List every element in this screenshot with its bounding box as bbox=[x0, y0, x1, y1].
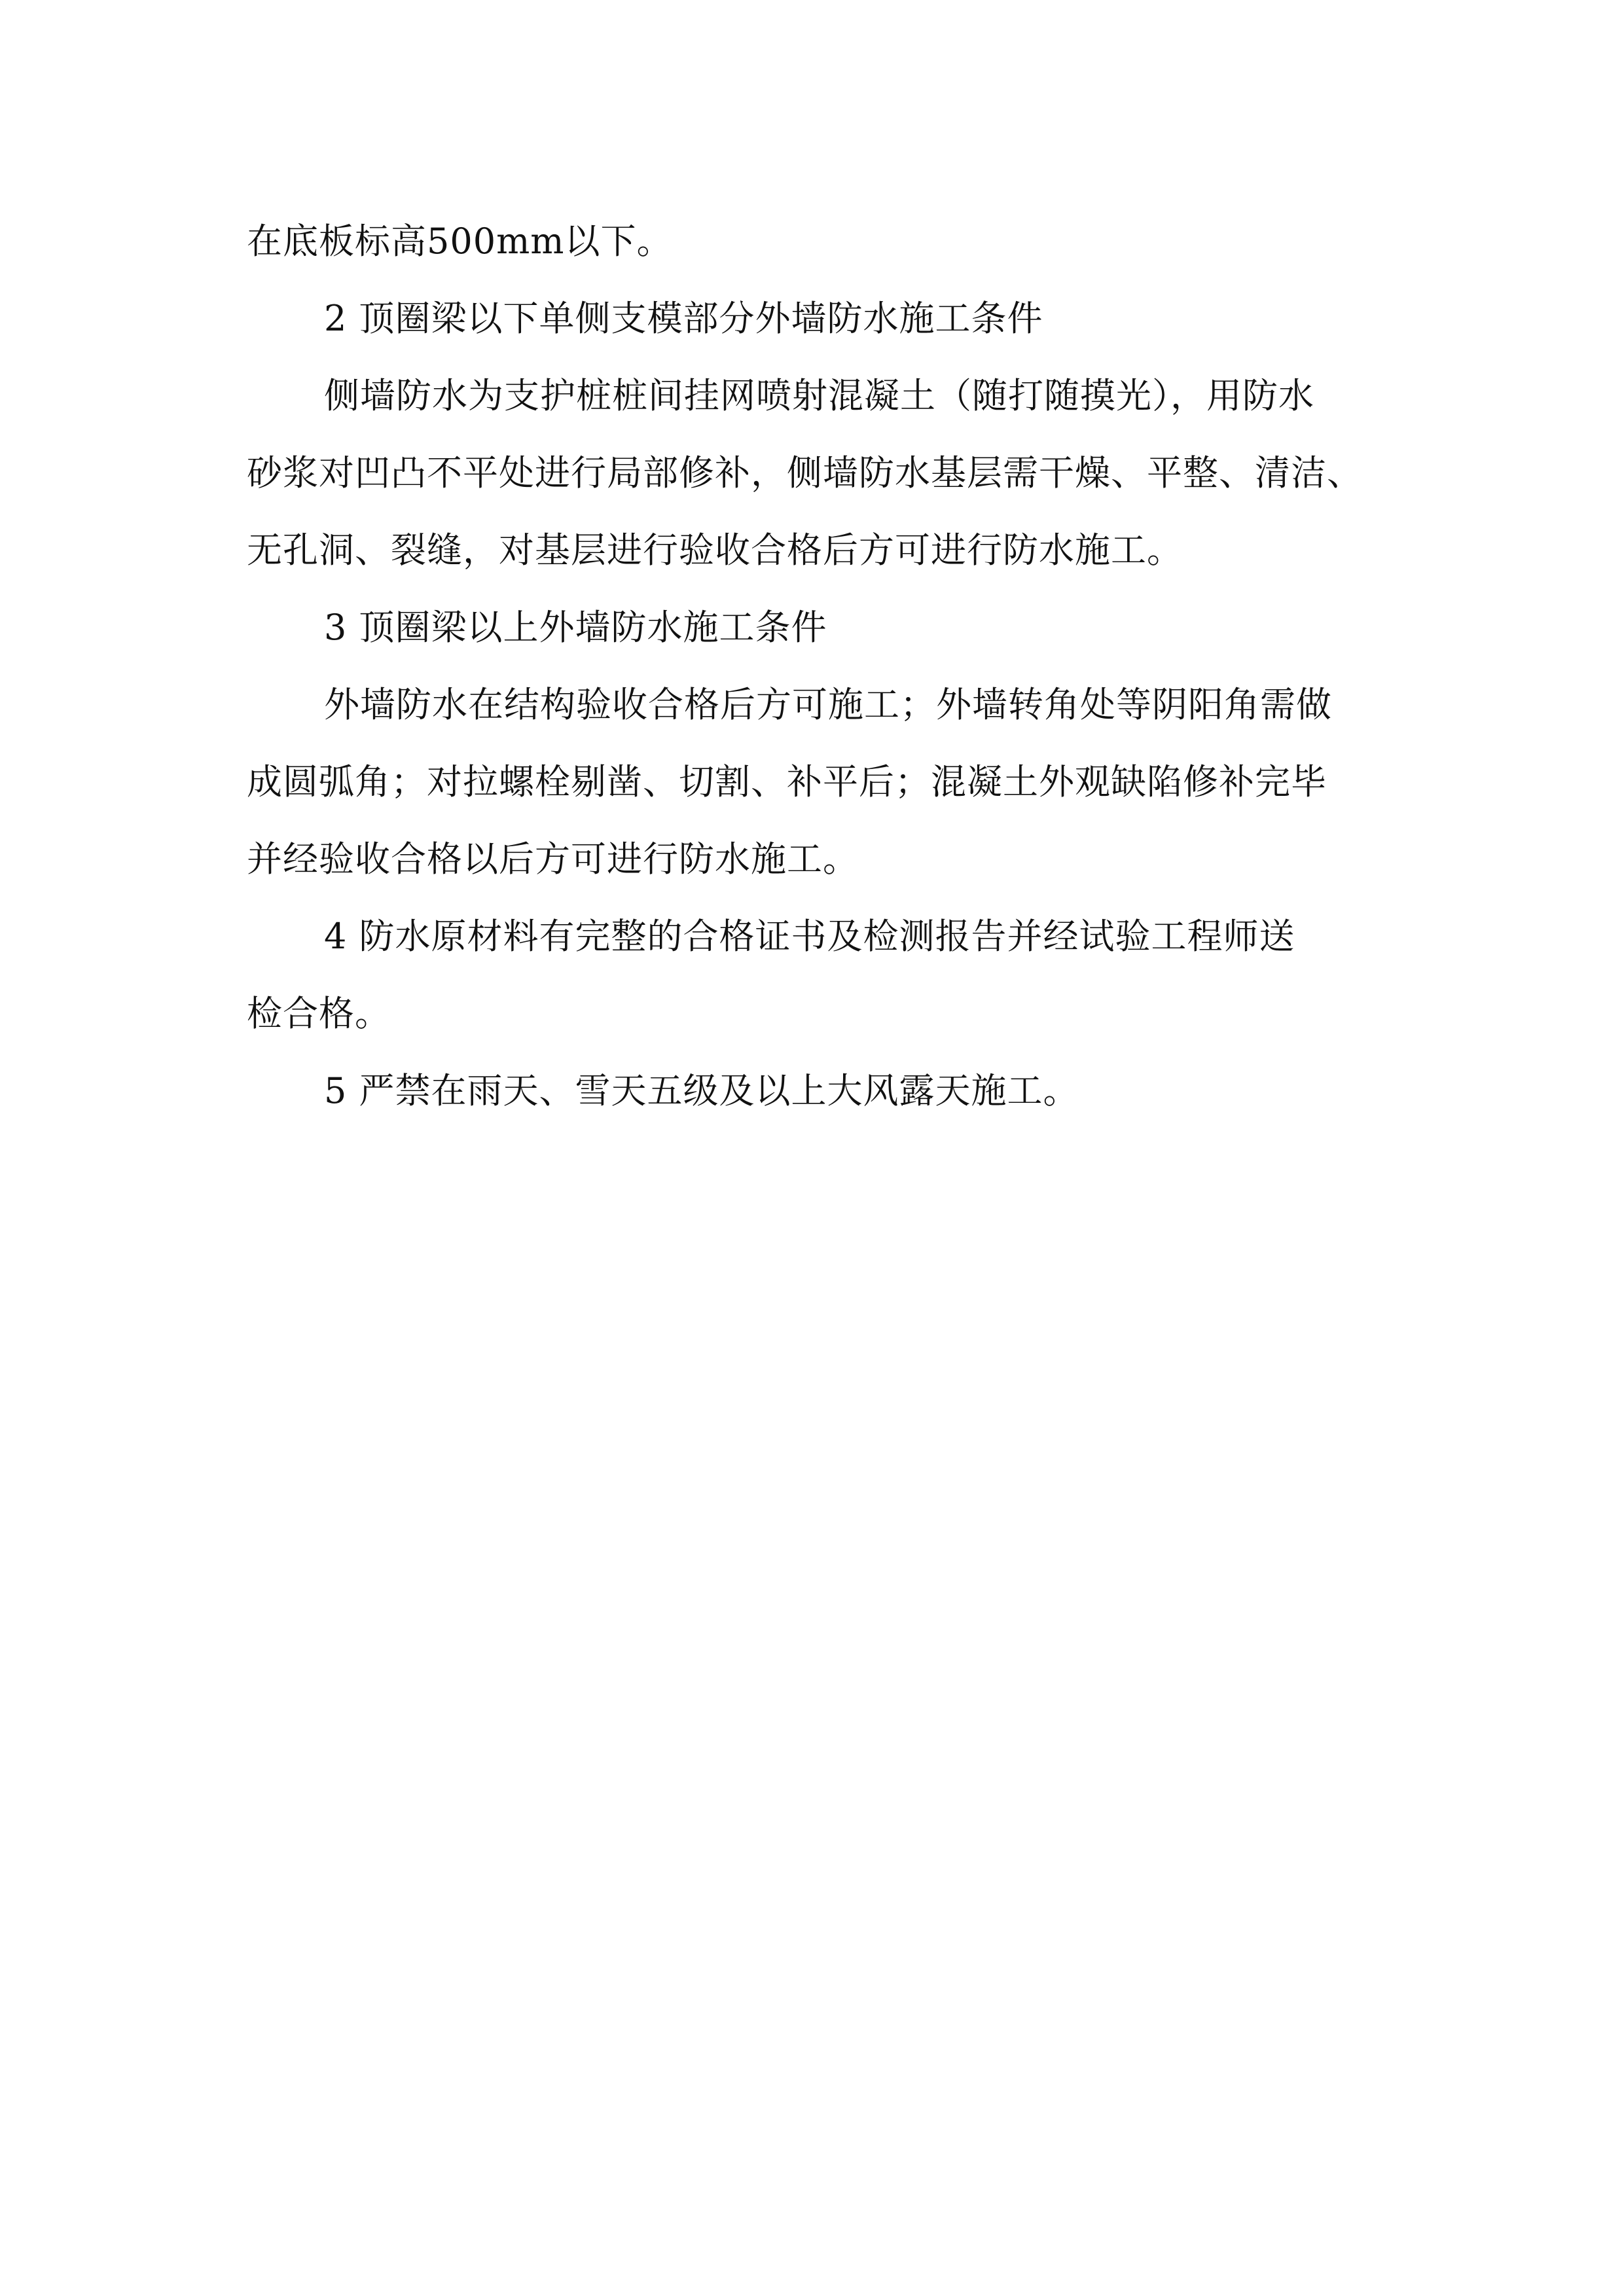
section-heading-3: 3 顶圈梁以上外墙防水施工条件 bbox=[324, 607, 827, 648]
list-item-5: 5 严禁在雨天、雪天五级及以上大风露天施工。 bbox=[324, 1070, 1079, 1111]
document-body bbox=[247, 203, 1386, 1130]
text-line-continuation: 在底板标高500mm以下。 bbox=[247, 221, 673, 262]
paragraph-line: 砂浆对凹凸不平处进行局部修补，侧墙防水基层需干燥、平整、清洁、 bbox=[247, 452, 1363, 493]
paragraph-line: 成圆弧角；对拉螺栓剔凿、切割、补平后；混凝土外观缺陷修补完毕 bbox=[247, 761, 1327, 802]
paragraph-line: 检合格。 bbox=[247, 993, 391, 1034]
paragraph-line: 无孔洞、裂缝，对基层进行验收合格后方可进行防水施工。 bbox=[247, 529, 1183, 571]
paragraph-line: 侧墙防水为支护桩桩间挂网喷射混凝土（随打随摸光），用防水 bbox=[324, 375, 1314, 416]
section-heading-2: 2 顶圈梁以下单侧支模部分外墙防水施工条件 bbox=[324, 298, 1043, 339]
paragraph-line: 外墙防水在结构验收合格后方可施工；外墙转角处等阴阳角需做 bbox=[324, 684, 1332, 725]
list-item-4: 4 防水原材料有完整的合格证书及检测报告并经试验工程师送 bbox=[324, 916, 1295, 957]
paragraph-line: 并经验收合格以后方可进行防水施工。 bbox=[247, 838, 859, 880]
